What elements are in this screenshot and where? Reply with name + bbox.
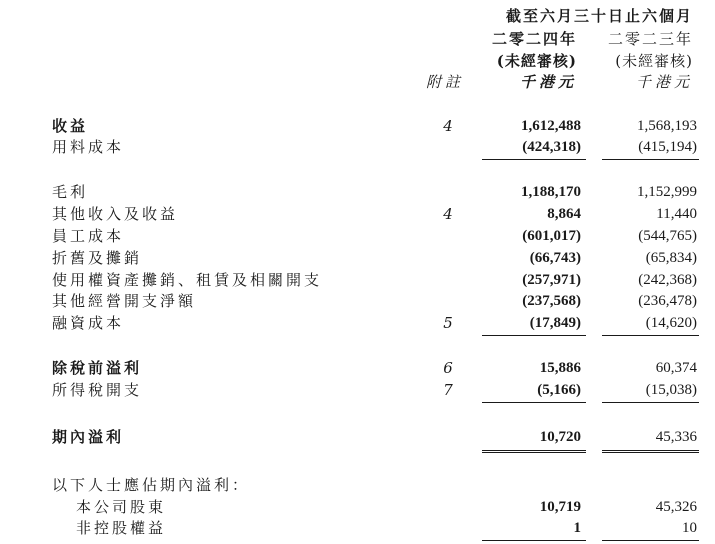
row-value-current: (17,849) [529, 315, 581, 331]
row-value-current: (424,318) [522, 139, 581, 155]
table-row [0, 270, 715, 292]
table-row [0, 226, 715, 248]
row-note: 6 [443, 359, 453, 377]
unit-current-heading: 千港元 [519, 73, 577, 91]
row-note: 4 [443, 205, 453, 223]
row-value-prior: (236,478) [638, 293, 697, 309]
row-note: 5 [443, 314, 453, 332]
row-label-profit-before-tax: 除稅前溢利 [52, 359, 143, 377]
row-value-prior: (242,368) [638, 272, 697, 288]
subtotal-rule [602, 540, 699, 541]
row-value-current: 10,719 [539, 499, 581, 515]
subtotal-rule [482, 540, 586, 541]
table-row [0, 204, 715, 226]
row-label-income-tax: 所得稅開支 [52, 381, 143, 399]
row-value-current: 1 [573, 520, 581, 536]
row-label-staff-costs: 員工成本 [52, 227, 125, 245]
subtotal-rule [602, 402, 699, 403]
row-label-cost-of-materials: 用料成本 [52, 138, 125, 156]
row-label-depreciation: 折舊及攤銷 [52, 249, 143, 267]
audit-prior-heading: (未經審核) [615, 52, 693, 70]
period-heading: 截至六月三十日止六個月 [505, 7, 693, 25]
audit-current-heading: (未經審核) [496, 52, 577, 70]
unit-prior-heading: 千港元 [635, 73, 693, 91]
total-double-rule [602, 450, 699, 453]
total-double-rule [482, 450, 586, 453]
row-value-current: (257,971) [522, 272, 581, 288]
row-value-current: (601,017) [522, 228, 581, 244]
table-row [0, 291, 715, 313]
row-value-current: 15,886 [539, 360, 581, 376]
subtotal-rule [482, 335, 586, 336]
table-row [0, 248, 715, 270]
year-current-heading: 二零二四年 [491, 30, 577, 48]
row-value-prior: (544,765) [638, 228, 697, 244]
row-label-attributable-to: 以下人士應佔期內溢利： [52, 476, 251, 494]
row-value-prior: (65,834) [645, 250, 697, 266]
row-value-prior: (15,038) [645, 382, 697, 398]
row-value-current: (237,568) [522, 293, 581, 309]
row-value-prior: 1,152,999 [637, 184, 697, 200]
subtotal-rule [602, 159, 699, 160]
row-label-other-income: 其他收入及收益 [52, 205, 179, 223]
table-row [0, 358, 715, 380]
row-label-revenue: 收益 [52, 117, 89, 135]
table-row [0, 497, 715, 519]
row-note: 7 [443, 381, 453, 399]
row-value-prior: 60,374 [655, 360, 697, 376]
row-value-current: 8,864 [547, 206, 581, 222]
subtotal-rule [602, 335, 699, 336]
row-label-owners: 本公司股東 [76, 498, 167, 516]
table-row [0, 380, 715, 402]
row-label-non-controlling: 非控股權益 [76, 519, 167, 537]
table-row [0, 475, 715, 497]
row-label-other-opex: 其他經營開支淨額 [52, 292, 197, 310]
row-value-current: (66,743) [529, 250, 581, 266]
row-value-prior: (14,620) [645, 315, 697, 331]
row-value-prior: 45,326 [655, 499, 697, 515]
table-row [0, 137, 715, 159]
row-label-profit-for-period: 期內溢利 [52, 428, 125, 446]
row-value-prior: 11,440 [656, 206, 697, 222]
row-value-current: 1,188,170 [521, 184, 581, 200]
row-value-prior: 45,336 [655, 429, 697, 445]
row-value-current: 10,720 [539, 429, 581, 445]
row-value-current: (5,166) [537, 382, 581, 398]
note-column-heading: 附註 [426, 73, 465, 91]
row-note: 4 [443, 117, 453, 135]
row-value-prior: (415,194) [638, 139, 697, 155]
row-value-prior: 10 [682, 520, 697, 536]
row-label-finance-costs: 融資成本 [52, 314, 125, 332]
row-value-prior: 1,568,193 [637, 118, 697, 134]
table-row [0, 116, 715, 138]
year-prior-heading: 二零二三年 [607, 30, 693, 48]
table-row [0, 313, 715, 335]
table-row [0, 182, 715, 204]
subtotal-rule [482, 159, 586, 160]
row-value-current: 1,612,488 [521, 118, 581, 134]
row-label-right-of-use: 使用權資產攤銷、租賃及相關開支 [52, 271, 323, 289]
subtotal-rule [482, 402, 586, 403]
row-label-gross-profit: 毛利 [52, 183, 89, 201]
table-row [0, 427, 715, 449]
table-row [0, 518, 715, 540]
